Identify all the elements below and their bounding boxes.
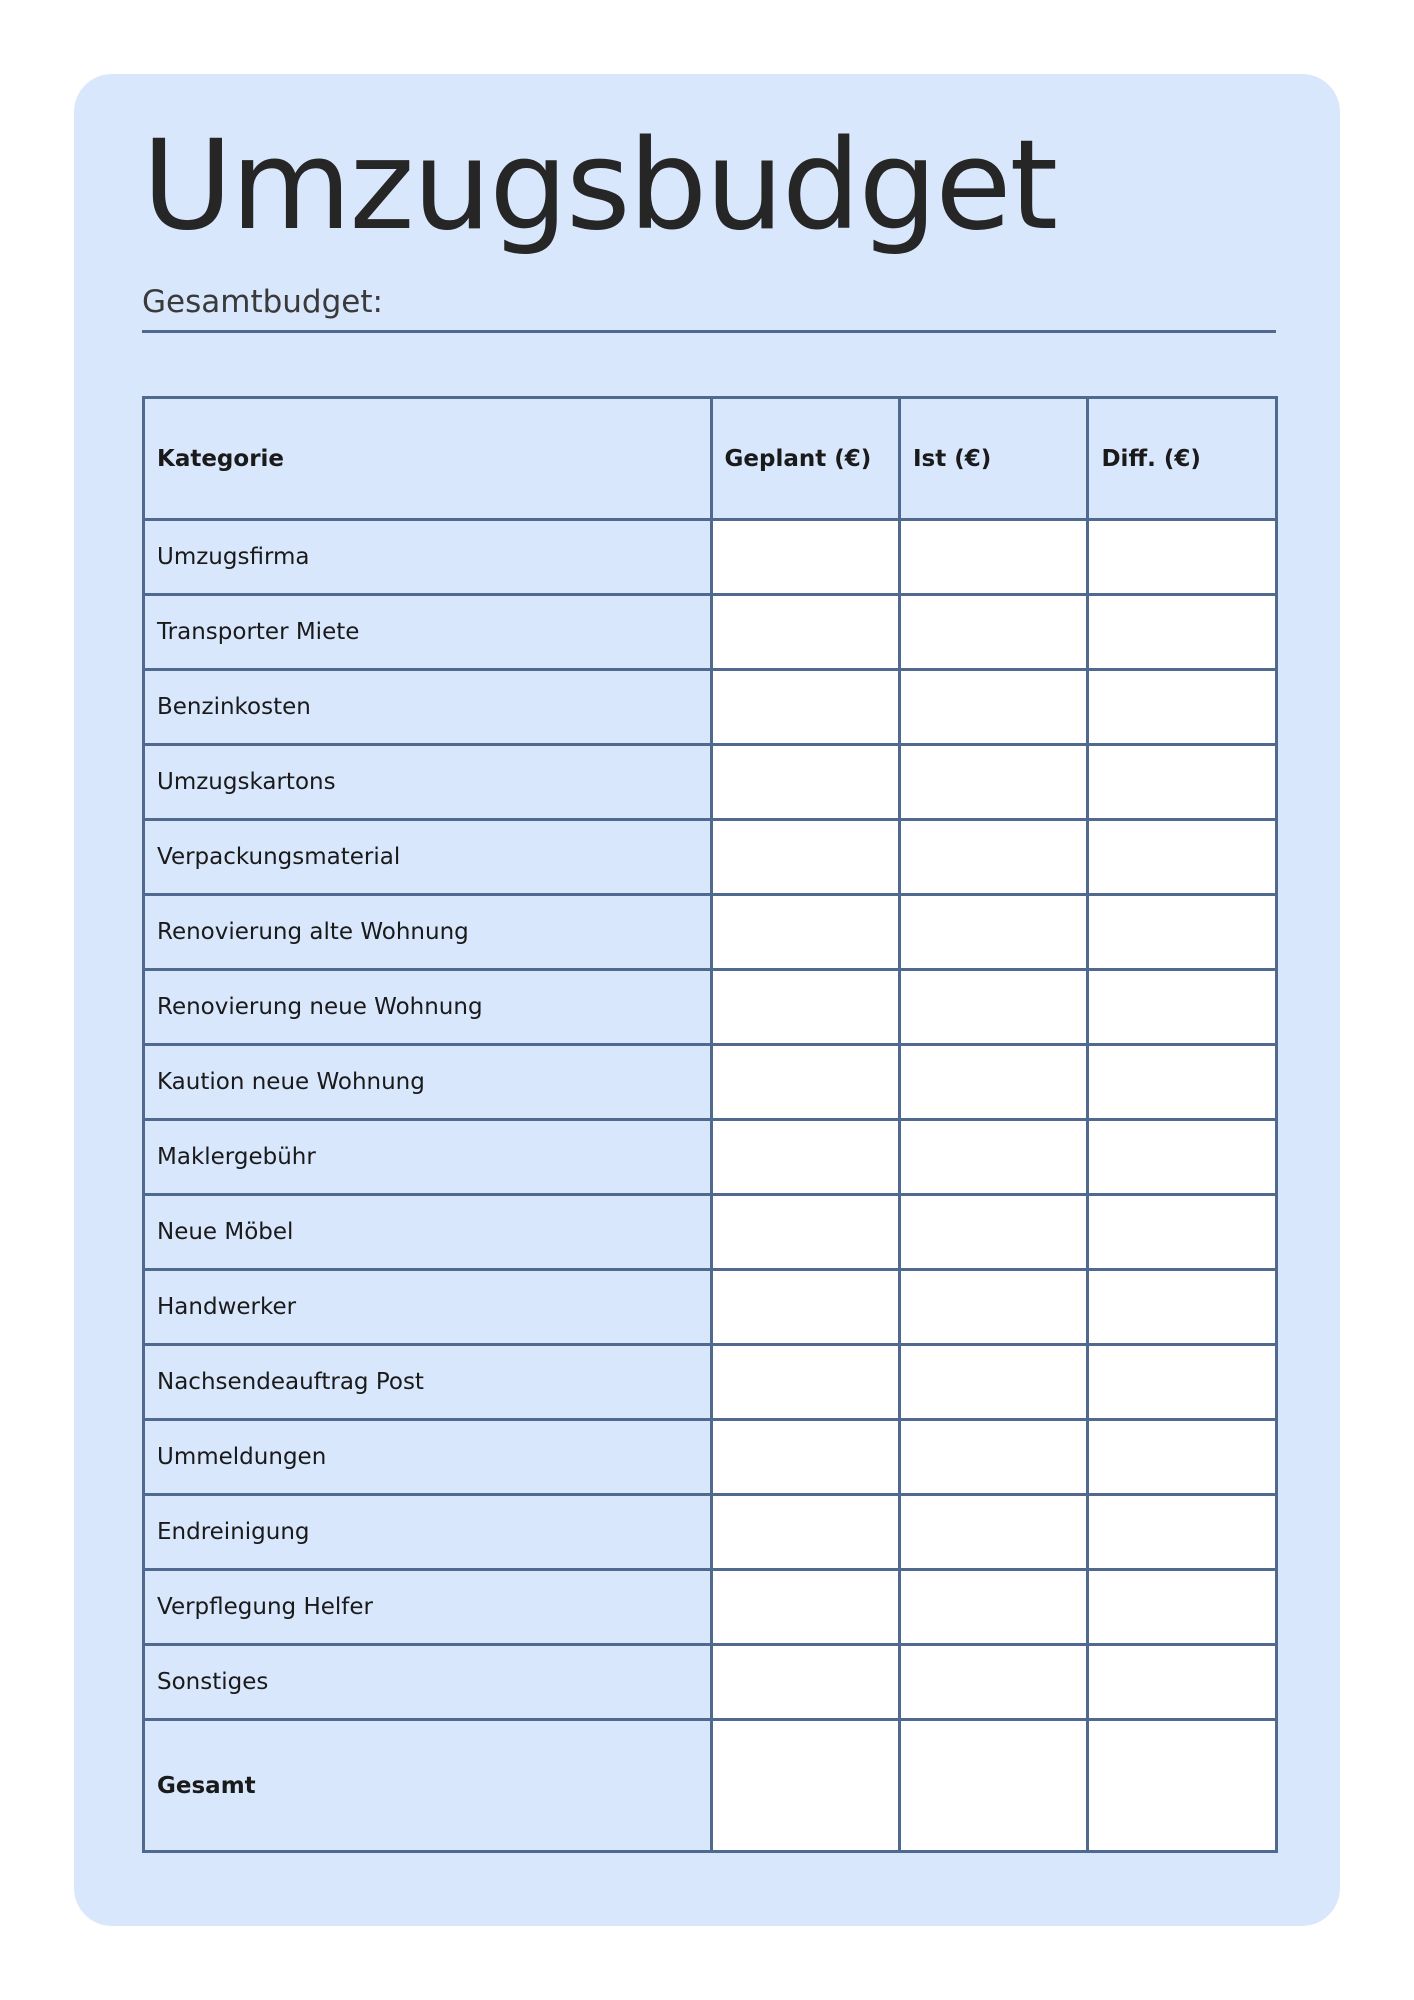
actual-cell[interactable] [899,1570,1087,1645]
planned-cell[interactable] [711,670,899,745]
planned-cell[interactable] [711,1120,899,1195]
difference-cell[interactable] [1088,595,1277,670]
difference-cell[interactable] [1088,1120,1277,1195]
planned-cell[interactable] [711,520,899,595]
actual-cell[interactable] [899,1345,1087,1420]
actual-cell[interactable] [899,1645,1087,1720]
budget-table [142,396,1278,1853]
difference-cell[interactable] [1088,820,1277,895]
table-row [144,1570,1277,1645]
total-budget-label: Gesamtbudget: [142,284,383,320]
planned-cell[interactable] [711,595,899,670]
table-row [144,820,1277,895]
difference-cell[interactable] [1088,1645,1277,1720]
table-row [144,745,1277,820]
difference-cell[interactable] [1088,1570,1277,1645]
row-category: Benzinkosten [144,670,712,745]
table-row [144,595,1277,670]
difference-cell[interactable] [1088,970,1277,1045]
header-planned: Geplant (€) [711,398,899,520]
table-row [144,1420,1277,1495]
row-category: Handwerker [144,1270,712,1345]
planned-cell[interactable] [711,820,899,895]
header-difference: Diff. (€) [1088,398,1277,520]
planned-cell[interactable] [711,1645,899,1720]
table-row [144,520,1277,595]
table-row [144,1120,1277,1195]
actual-cell[interactable] [899,1495,1087,1570]
budget-rows [144,520,1277,1852]
row-category: Renovierung alte Wohnung [144,895,712,970]
actual-cell[interactable] [899,1120,1087,1195]
planned-cell[interactable] [711,1420,899,1495]
row-category: Endreinigung [144,1495,712,1570]
planned-cell[interactable] [711,1195,899,1270]
total-budget-field-line[interactable] [142,330,1276,333]
actual-cell[interactable] [899,520,1087,595]
actual-cell[interactable] [899,670,1087,745]
difference-cell[interactable] [1088,520,1277,595]
table-row [144,1645,1277,1720]
row-category: Maklergebühr [144,1120,712,1195]
row-category: Umzugsfirma [144,520,712,595]
row-category: Umzugskartons [144,745,712,820]
total-difference-cell[interactable] [1088,1720,1277,1852]
difference-cell[interactable] [1088,1345,1277,1420]
planned-cell[interactable] [711,745,899,820]
planned-cell[interactable] [711,1495,899,1570]
difference-cell[interactable] [1088,745,1277,820]
row-category: Verpflegung Helfer [144,1570,712,1645]
table-row [144,670,1277,745]
total-label: Gesamt [144,1720,712,1852]
row-category: Verpackungsmaterial [144,820,712,895]
table-header-row [144,398,1277,520]
table-row [144,1195,1277,1270]
planned-cell[interactable] [711,970,899,1045]
total-row [144,1720,1277,1852]
difference-cell[interactable] [1088,1195,1277,1270]
row-category: Nachsendeauftrag Post [144,1345,712,1420]
table-row [144,970,1277,1045]
actual-cell[interactable] [899,595,1087,670]
actual-cell[interactable] [899,1045,1087,1120]
actual-cell[interactable] [899,745,1087,820]
difference-cell[interactable] [1088,1420,1277,1495]
actual-cell[interactable] [899,895,1087,970]
planned-cell[interactable] [711,1345,899,1420]
table-row [144,895,1277,970]
total-planned-cell[interactable] [711,1720,899,1852]
table-row [144,1345,1277,1420]
actual-cell[interactable] [899,1270,1087,1345]
actual-cell[interactable] [899,1420,1087,1495]
table-row [144,1270,1277,1345]
total-actual-cell[interactable] [899,1720,1087,1852]
table-row [144,1495,1277,1570]
actual-cell[interactable] [899,970,1087,1045]
actual-cell[interactable] [899,1195,1087,1270]
table-row [144,1045,1277,1120]
header-actual: Ist (€) [899,398,1087,520]
row-category: Kaution neue Wohnung [144,1045,712,1120]
difference-cell[interactable] [1088,895,1277,970]
planned-cell[interactable] [711,1270,899,1345]
row-category: Ummeldungen [144,1420,712,1495]
planned-cell[interactable] [711,1045,899,1120]
row-category: Sonstiges [144,1645,712,1720]
actual-cell[interactable] [899,820,1087,895]
row-category: Transporter Miete [144,595,712,670]
page-title: Umzugsbudget [142,114,1057,258]
planned-cell[interactable] [711,895,899,970]
header-category: Kategorie [144,398,712,520]
difference-cell[interactable] [1088,1270,1277,1345]
difference-cell[interactable] [1088,1045,1277,1120]
row-category: Neue Möbel [144,1195,712,1270]
difference-cell[interactable] [1088,1495,1277,1570]
planned-cell[interactable] [711,1570,899,1645]
row-category: Renovierung neue Wohnung [144,970,712,1045]
difference-cell[interactable] [1088,670,1277,745]
